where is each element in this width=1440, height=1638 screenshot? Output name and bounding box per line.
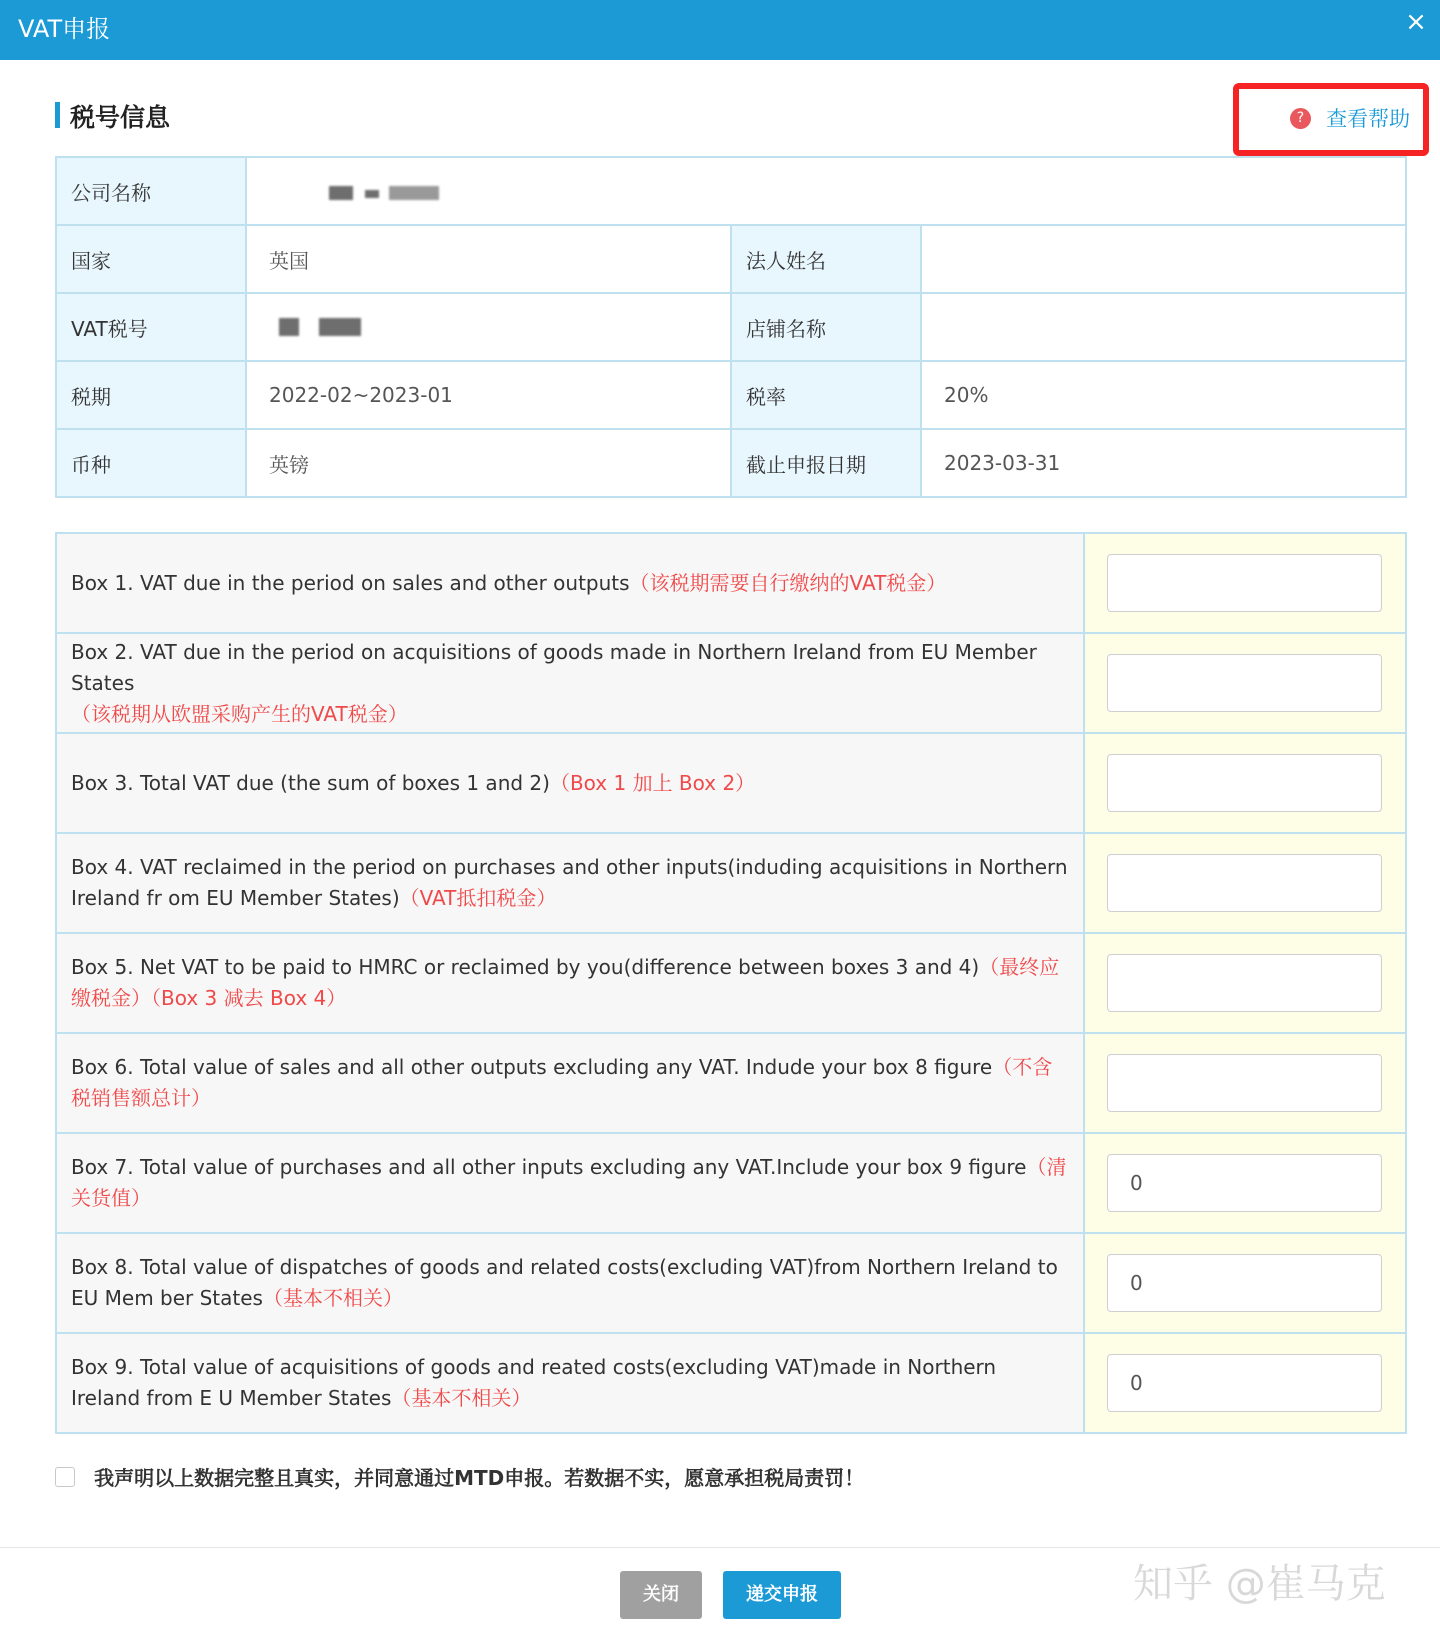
box-4-note: （VAT抵扣税金） [399, 886, 557, 910]
info-row-currency [56, 429, 1406, 497]
help-label: 查看帮助 [1326, 107, 1411, 131]
box-4-input[interactable] [1107, 854, 1382, 912]
box-5-note: （最终应缴税金）（Box 3 减去 Box 4） [71, 955, 1060, 1010]
info-row-country [56, 225, 1406, 293]
box-4-description [56, 833, 1084, 933]
box-row-5 [56, 933, 1406, 1033]
legal-name-value [921, 225, 1406, 293]
box-9-description [56, 1333, 1084, 1433]
declaration-text: 我声明以上数据完整且真实，并同意通过MTD申报。若数据不实，愿意承担税局责罚！ [94, 1466, 865, 1490]
box-8-input[interactable] [1107, 1254, 1382, 1312]
box-8-note: （基本不相关） [262, 1286, 403, 1310]
period-label: 税期 [56, 361, 246, 429]
box-5-description [56, 933, 1084, 1033]
info-row-company [56, 157, 1406, 225]
company-label: 公司名称 [56, 157, 246, 225]
box-3-note: （Box 1 加上 Box 2） [549, 770, 756, 795]
tax-info-table [55, 156, 1407, 498]
deadline-value: 2023-03-31 [921, 429, 1406, 497]
box-2-text: Box 2. VAT due in the period on acquisitions of goods made in Northern Ireland from EU Member States [71, 639, 1037, 695]
box-6-text: Box 6. Total value of sales and all other outputs excluding any VAT. Indude your box 8 figure [71, 1055, 993, 1079]
section-title: 税号信息 [70, 103, 171, 132]
box-7-text: Box 7. Total value of purchases and all other inputs excluding any VAT.Include your box 9 figure [71, 1155, 1027, 1179]
box-1-description [56, 533, 1084, 633]
period-value: 2022-02~2023-01 [246, 361, 731, 429]
box-2-note: （该税期从欧盟采购产生的VAT税金） [71, 701, 408, 726]
rate-label: 税率 [731, 361, 921, 429]
deadline-label: 截止申报日期 [731, 429, 921, 497]
box-7-input[interactable] [1107, 1154, 1382, 1212]
submit-button[interactable]: 递交申报 [723, 1571, 841, 1619]
box-2-input[interactable] [1107, 654, 1382, 712]
box-6-input[interactable] [1107, 1054, 1382, 1112]
box-3-description [56, 733, 1084, 833]
box-3-text: Box 3. Total VAT due (the sum of boxes 1 and 2) [71, 770, 550, 795]
rate-value: 20% [921, 361, 1406, 429]
box-9-input[interactable] [1107, 1354, 1382, 1412]
help-link[interactable] [1290, 103, 1410, 133]
section-accent-bar [55, 102, 60, 128]
box-4-text: Box 4. VAT reclaimed in the period on purchases and other inputs(induding acquisitions in Northern Ireland fr om EU Member States) [71, 855, 1068, 910]
vat-number-value [246, 293, 731, 361]
company-value [246, 157, 1406, 225]
shop-name-label: 店铺名称 [731, 293, 921, 361]
vat-number-label: VAT税号 [56, 293, 246, 361]
box-row-6 [56, 1033, 1406, 1133]
box-5-text: Box 5. Net VAT to be paid to HMRC or reclaimed by you(difference between boxes 3 and 4) [71, 955, 980, 979]
window-title: VAT申报 [18, 15, 111, 43]
legal-name-label: 法人姓名 [731, 225, 921, 293]
box-1-note: （该税期需要自行缴纳的VAT税金） [629, 570, 947, 595]
redacted-company-name [269, 176, 469, 206]
footer-divider [0, 1547, 1440, 1548]
box-1-input[interactable] [1107, 554, 1382, 612]
country-label: 国家 [56, 225, 246, 293]
box-7-description [56, 1133, 1084, 1233]
box-row-1 [56, 533, 1406, 633]
box-1-text: Box 1. VAT due in the period on sales and other outputs [71, 570, 630, 595]
shop-name-value [921, 293, 1406, 361]
box-9-text: Box 9. Total value of acquisitions of goods and reated costs(excluding VAT)made in Northern Ireland from E U Member States [71, 1355, 997, 1410]
close-button[interactable]: 关闭 [620, 1571, 702, 1619]
title-bar [0, 0, 1440, 60]
box-5-input[interactable] [1107, 954, 1382, 1012]
watermark: 知乎 @崔马克 [1133, 1561, 1386, 1607]
box-2-description [56, 633, 1084, 733]
box-row-2 [56, 633, 1406, 733]
declaration [55, 1462, 864, 1492]
country-value: 英国 [246, 225, 731, 293]
box-7-note: （清关货值） [71, 1155, 1067, 1210]
box-row-4 [56, 833, 1406, 933]
box-8-description [56, 1233, 1084, 1333]
box-row-9 [56, 1333, 1406, 1433]
box-row-7 [56, 1133, 1406, 1233]
box-9-note: （基本不相关） [391, 1386, 532, 1410]
box-8-text: Box 8. Total value of dispatches of goods and related costs(excluding VAT)from Northern Ireland to EU Mem ber States [71, 1255, 1058, 1310]
box-row-3 [56, 733, 1406, 833]
box-6-note: （不含税销售额总计） [71, 1055, 1053, 1110]
vat-boxes-table [55, 532, 1407, 1434]
currency-value: 英镑 [246, 429, 731, 497]
close-icon[interactable]: × [1405, 7, 1427, 37]
question-icon: ? [1290, 108, 1311, 129]
box-3-input[interactable] [1107, 754, 1382, 812]
box-row-8 [56, 1233, 1406, 1333]
box-6-description [56, 1033, 1084, 1133]
currency-label: 币种 [56, 429, 246, 497]
info-row-vat [56, 293, 1406, 361]
info-row-period [56, 361, 1406, 429]
redacted-vat-number [269, 312, 469, 342]
declaration-checkbox[interactable] [55, 1467, 75, 1487]
